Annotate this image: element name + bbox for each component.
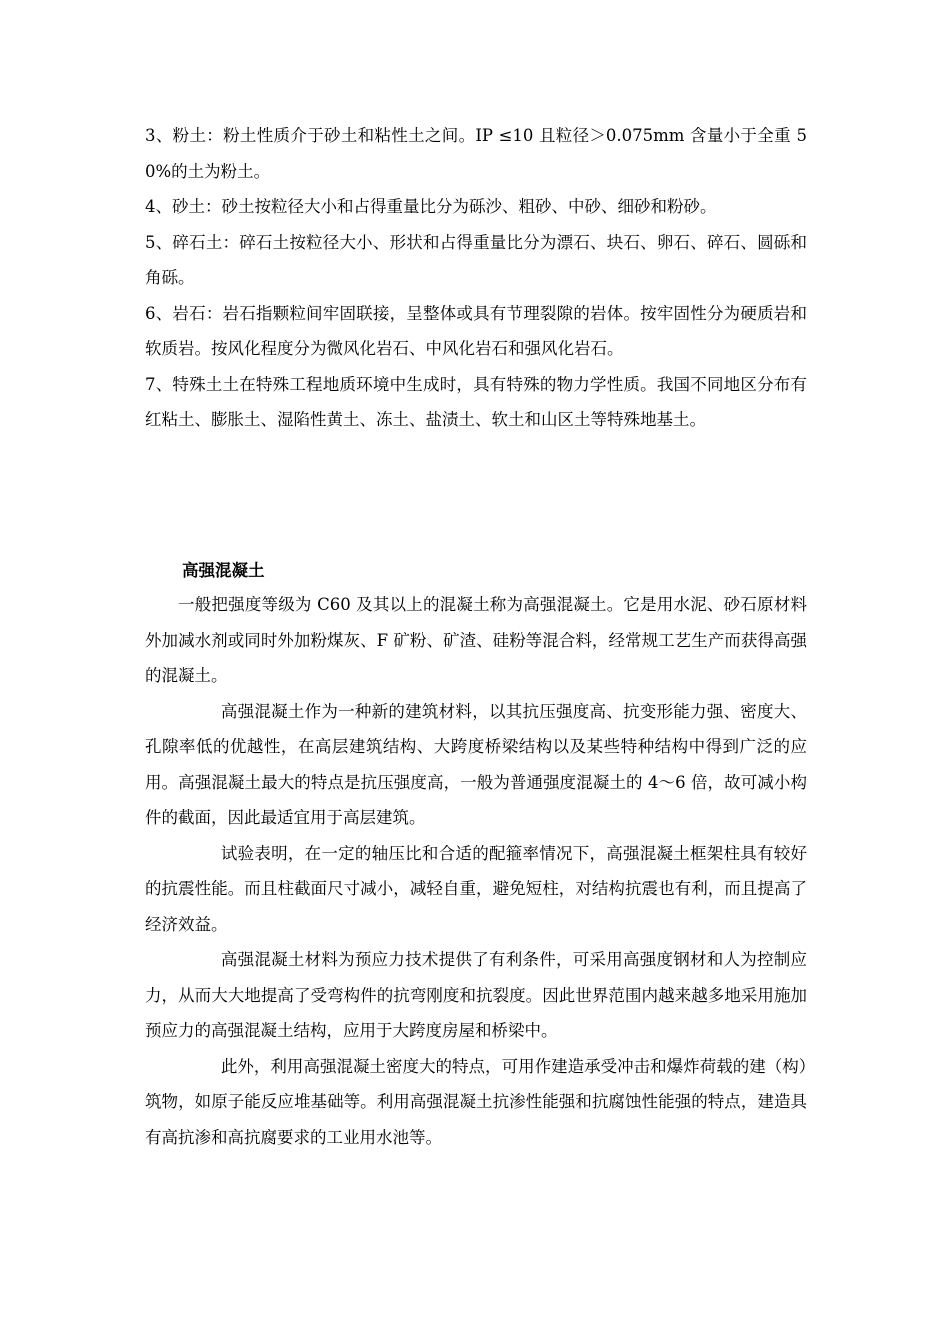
body-paragraph: 高强混凝土作为一种新的建筑材料，以其抗压强度高、抗变形能力强、密度大、孔隙率低的优越性，在高层建筑结构、大跨度桥梁结构以及某些特种结构中得到广泛的应用。高强混凝土最大的特点是抗压强度高，一般为普通强度混凝土的 4～6 倍，故可减小构件的截面，因此最适宜用于高层建筑。 <box>145 701 807 827</box>
concrete-section-body <box>145 587 807 1155</box>
section-intro-paragraph: 一般把强度等级为 C60 及其以上的混凝土称为高强混凝土。它是用水泥、砂石原材料外加减水剂或同时外加粉煤灰、F 矿粉、矿渣、硅粉等混合料，经常规工艺生产而获得高强的混凝土。 <box>145 595 807 685</box>
soil-item-special: 7、特殊土土在特殊工程地质环境中生成时，具有特殊的物力学性质。我国不同地区分布有红粘土、膨胀土、湿陷性黄土、冻土、盐渍土、软土和山区土等特殊地基土。 <box>145 374 807 429</box>
soil-item-gravel: 5、碎石土：碎石土按粒径大小、形状和占得重量比分为漂石、块石、卵石、碎石、圆砾和角砾。 <box>145 232 807 287</box>
body-paragraph: 试验表明，在一定的轴压比和合适的配箍率情况下，高强混凝土框架柱具有较好的抗震性能。而且柱截面尺寸减小，减轻自重，避免短柱，对结构抗震也有利，而且提高了经济效益。 <box>145 843 807 934</box>
soil-item-sand: 4、砂土：砂土按粒径大小和占得重量比分为砾沙、粗砂、中砂、细砂和粉砂。 <box>145 197 717 216</box>
body-paragraph: 高强混凝土材料为预应力技术提供了有利条件，可采用高强度钢材和人为控制应力，从而大大地提高了受弯构件的抗弯刚度和抗裂度。因此世界范围内越来越多地采用施加预应力的高强混凝土结构，应用于大跨度房屋和桥梁中。 <box>145 950 807 1040</box>
section-heading: 高强混凝土 <box>182 561 265 580</box>
body-paragraph: 此外，利用高强混凝土密度大的特点，可用作建造承受冲击和爆炸荷载的建（构）筑物，如原子能反应堆基础等。利用高强混凝土抗渗性能强和抗腐蚀性能强的特点，建造具有高抗渗和高抗腐要求的工业用水池等。 <box>145 1056 807 1147</box>
soil-types-list <box>145 118 807 438</box>
soil-item-rock: 6、岩石：岩石指颗粒间牢固联接，呈整体或具有节理裂隙的岩体。按牢固性分为硬质岩和软质岩。按风化程度分为微风化岩石、中风化岩石和强风化岩石。 <box>145 303 807 358</box>
soil-item-silt: 3、粉土：粉土性质介于砂土和粘性土之间。IP ≤10 且粒径＞0.075mm 含量小于全重 50%的土为粉土。 <box>145 126 807 181</box>
